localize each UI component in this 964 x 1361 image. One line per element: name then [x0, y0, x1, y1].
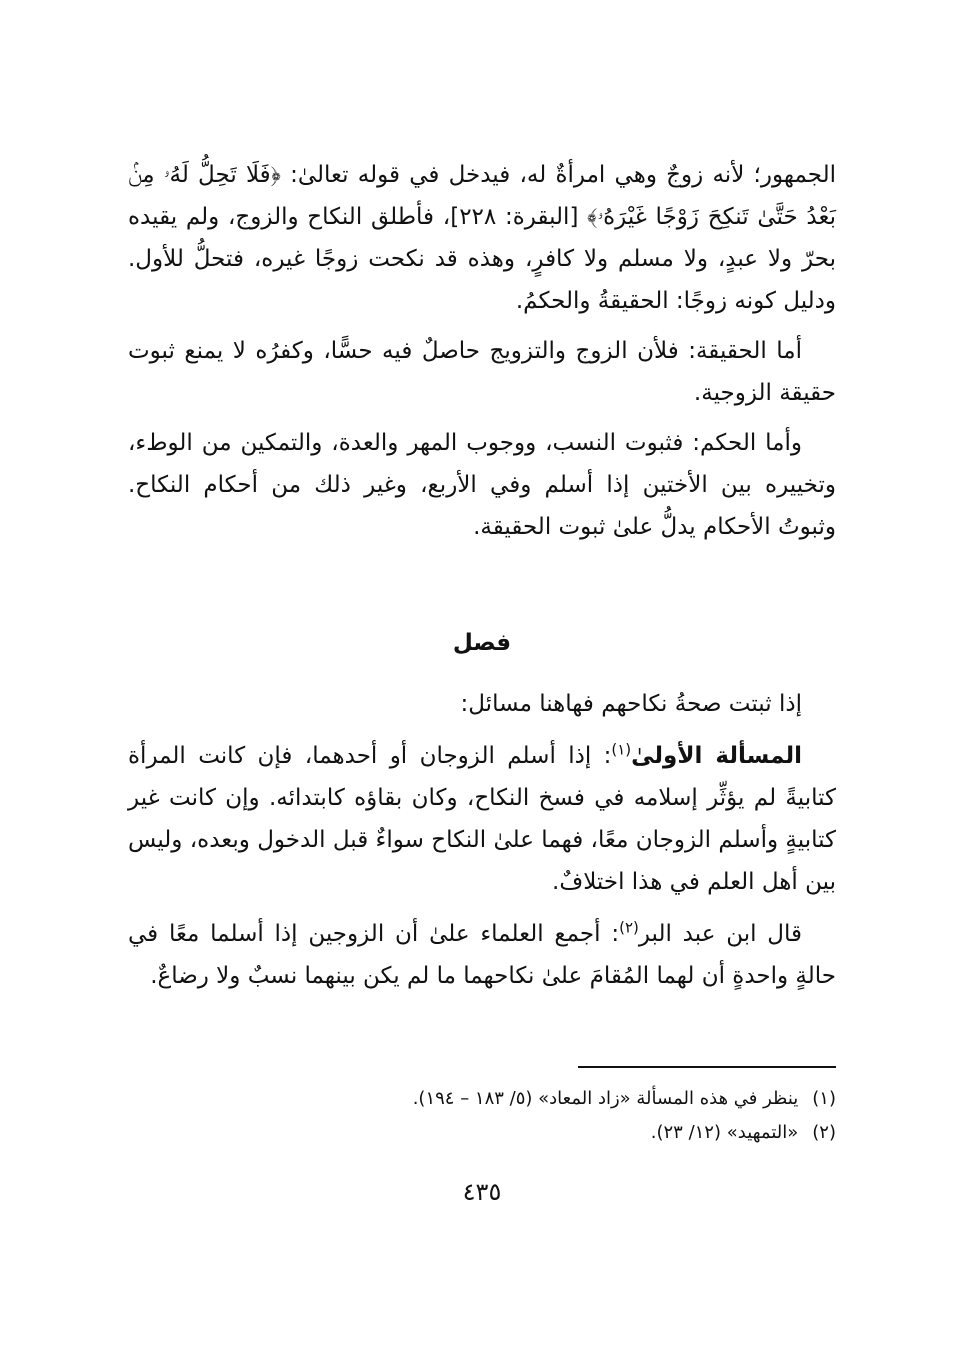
main-text-bottom	[128, 683, 836, 997]
main-text-top	[128, 154, 836, 548]
footnote-item	[128, 1082, 836, 1116]
section-intro: إذا ثبتت صحةُ نكاحهم فهاهنا مسائل:	[460, 691, 802, 717]
footnote-divider	[578, 1066, 836, 1068]
paragraph-ibn-abd-al-barr	[128, 913, 836, 997]
footnote-text: «التمهيد» (١٢/ ٢٣).	[650, 1122, 799, 1143]
issue-text: : إذا أسلم الزوجان أو أحدهما، فإن كانت المرأة كتابيةً لم يؤثِّر إسلامه في فسخ النكاح، وكان بقاؤه كابتدائه. وإن كانت غير كتابيةٍ وأسلم الزوجان معًا، فهما علىٰ النكاح سواءٌ قبل الدخول وبعده، وليس بين أهل العلم في هذا اختلافٌ.	[128, 743, 836, 895]
footnote-number: (١)	[812, 1088, 836, 1109]
quote-text: : أجمع العلماء علىٰ أن الزوجين إذا أسلما معًا في حالةٍ واحدةٍ أن لهما المُقامَ علىٰ نكاحهما ما لم يكن بينهما نسبٌ ولا رضاعٌ.	[128, 921, 836, 989]
paragraph-ruling: وأما الحكم: فثبوت النسب، ووجوب المهر والعدة، والتمكين من الوطء، وتخييره بين الأختين إذا أسلم وفي الأربع، وغير ذلك من أحكام النكاح. وثبوتُ الأحكام يدلُّ علىٰ ثبوت الحقيقة.	[128, 430, 836, 540]
section-heading: فصل	[452, 630, 512, 656]
paragraph-first-issue	[128, 735, 836, 903]
footnote-text: ينظر في هذه المسألة «زاد المعاد» (٥/ ١٨٣ – ١٩٤).	[412, 1088, 799, 1109]
issue-label: المسألة الأولىٰ	[631, 743, 802, 769]
quote-lead: قال ابن عبد البر	[638, 921, 803, 947]
footnote-ref-2[interactable]: (٢)	[619, 918, 639, 937]
footnote-number: (٢)	[812, 1122, 836, 1143]
footnotes	[128, 1082, 836, 1150]
footnote-item	[128, 1116, 836, 1150]
paragraph-reality: أما الحقيقة: فلأن الزوج والتزويج حاصلٌ فيه حسًّا، وكفرُه لا يمنع ثبوت حقيقة الزوجية.	[128, 338, 836, 406]
page-number: ٤٣٥	[462, 1178, 502, 1206]
footnote-ref-1[interactable]: (١)	[611, 740, 632, 759]
paragraph-marriage-definition: الجمهور؛ لأنه زوجٌ وهي امرأةٌ له، فيدخل في قوله تعالىٰ: ﴿فَلَا تَحِلُّ لَهُۥ مِنۢ بَعْدُ حَتَّىٰ تَنكِحَ زَوْجًا غَيْرَهُۥ﴾ [البقرة: ٢٢٨]، فأطلق النكاح والزوج، ولم يقيده بحرّ ولا عبدٍ، ولا مسلم ولا كافرٍ، وهذه قد نكحت زوجًا غيره، فتحلُّ للأول. ودليل كونه زوجًا: الحقيقةُ والحكمُ.	[128, 162, 836, 314]
